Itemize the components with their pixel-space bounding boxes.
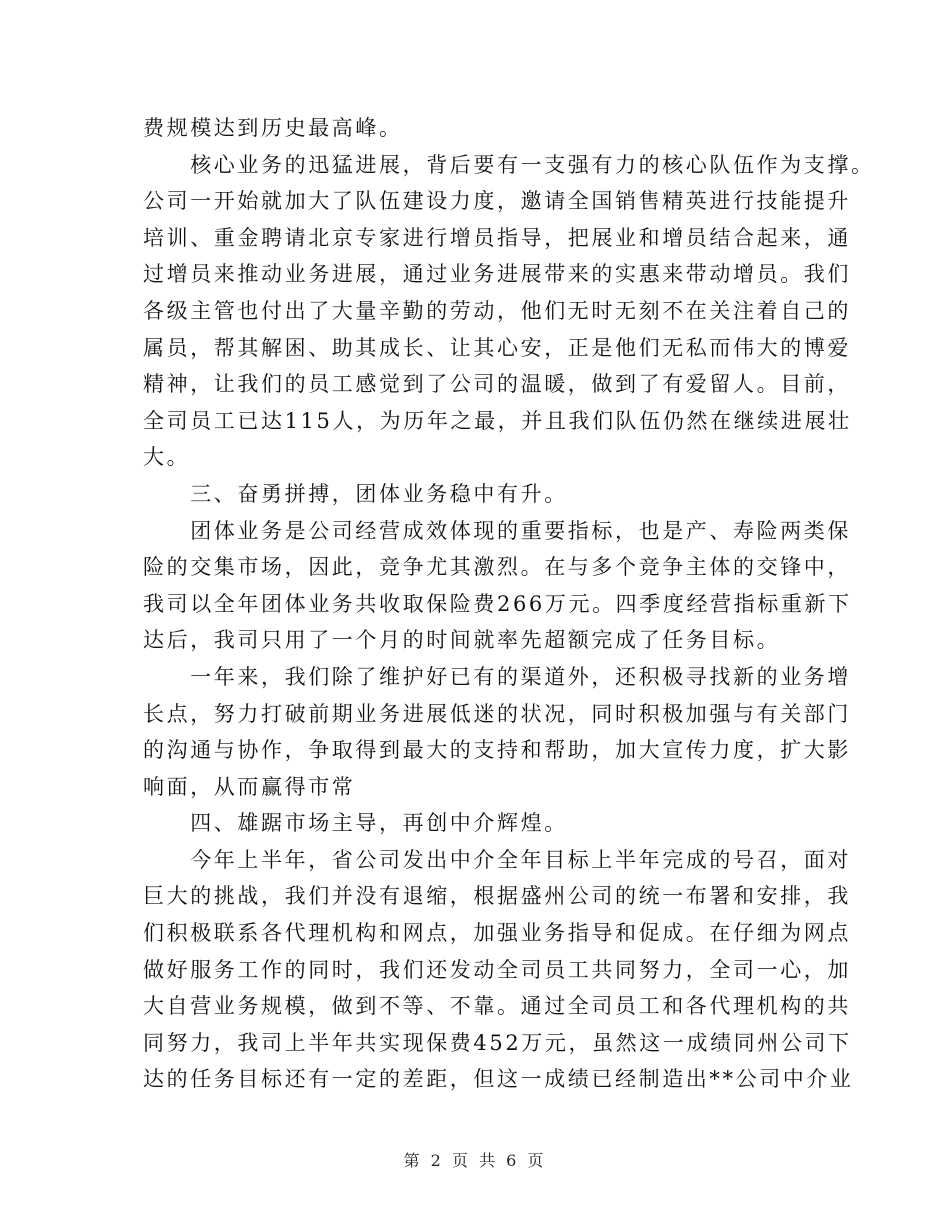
text-line: 各级主管也付出了大量辛勤的劳动，他们无时无刻不在关注着自己的	[143, 298, 851, 323]
text-line: 今年上半年，省公司发出中介全年目标上半年完成的号召，面对	[143, 847, 851, 872]
document-body	[143, 110, 875, 1098]
text-line: 险的交集市场，因此，竞争尤其激烈。在与多个竞争主体的交锋中，	[143, 555, 851, 580]
page-number-footer: 第 2 页 共 6 页	[403, 1151, 547, 1170]
text-line: 一年来，我们除了维护好已有的渠道外，还积极寻找新的业务增	[143, 664, 851, 689]
text-line: 大。	[143, 445, 191, 470]
text-line: 我司以全年团体业务共收取保险费266万元。四季度经营指标重新下	[143, 591, 852, 616]
text-line: 达的任务目标还有一定的差距，但这一成绩已经制造出**公司中介业	[143, 1067, 854, 1092]
text-line: 响面，从而赢得市常	[143, 774, 356, 799]
text-line: 团体业务是公司经营成效体现的重要指标，也是产、寿险两类保	[143, 518, 851, 543]
text-line: 们积极联系各代理机构和网点，加强业务指导和促成。在仔细为网点	[143, 921, 851, 946]
section-heading: 四、雄踞市场主导，再创中介辉煌。	[143, 811, 568, 836]
text-line: 过增员来推动业务进展，通过业务进展带来的实惠来带动增员。我们	[143, 262, 851, 287]
text-line: 培训、重金聘请北京专家进行增员指导，把展业和增员结合起来，通	[143, 225, 851, 250]
text-line: 长点，努力打破前期业务进展低迷的状况，同时积极加强与有关部门	[143, 701, 851, 726]
text-line: 巨大的挑战，我们并没有退缩，根据盛州公司的统一布署和安排，我	[143, 884, 851, 909]
text-line: 大自营业务规模，做到不等、不靠。通过全司员工和各代理机构的共	[143, 994, 851, 1019]
text-line: 做好服务工作的同时，我们还发动全司员工共同努力，全司一心，加	[143, 957, 851, 982]
text-line: 的沟通与协作，争取得到最大的支持和帮助，加大宣传力度，扩大影	[143, 738, 851, 763]
text-line: 同努力，我司上半年共实现保费452万元，虽然这一成绩同州公司下	[143, 1030, 852, 1055]
text-line: 核心业务的迅猛进展，背后要有一支强有力的核心队伍作为支撑。	[143, 152, 875, 177]
text-line: 属员，帮其解困、助其成长、让其心安，正是他们无私而伟大的博爱	[143, 335, 851, 360]
text-line: 费规模达到历史最高峰。	[143, 116, 403, 140]
section-heading: 三、奋勇拼搏，团体业务稳中有升。	[143, 481, 568, 506]
text-line: 达后，我司只用了一个月的时间就率先超额完成了任务目标。	[143, 628, 781, 653]
text-line: 全司员工已达115人，为历年之最，并且我们队伍仍然在继续进展壮	[143, 408, 852, 433]
text-line: 精神，让我们的员工感觉到了公司的温暖，做到了有爱留人。目前，	[143, 372, 851, 397]
text-line: 公司一开始就加大了队伍建设力度，邀请全国销售精英进行技能提升	[143, 189, 851, 214]
